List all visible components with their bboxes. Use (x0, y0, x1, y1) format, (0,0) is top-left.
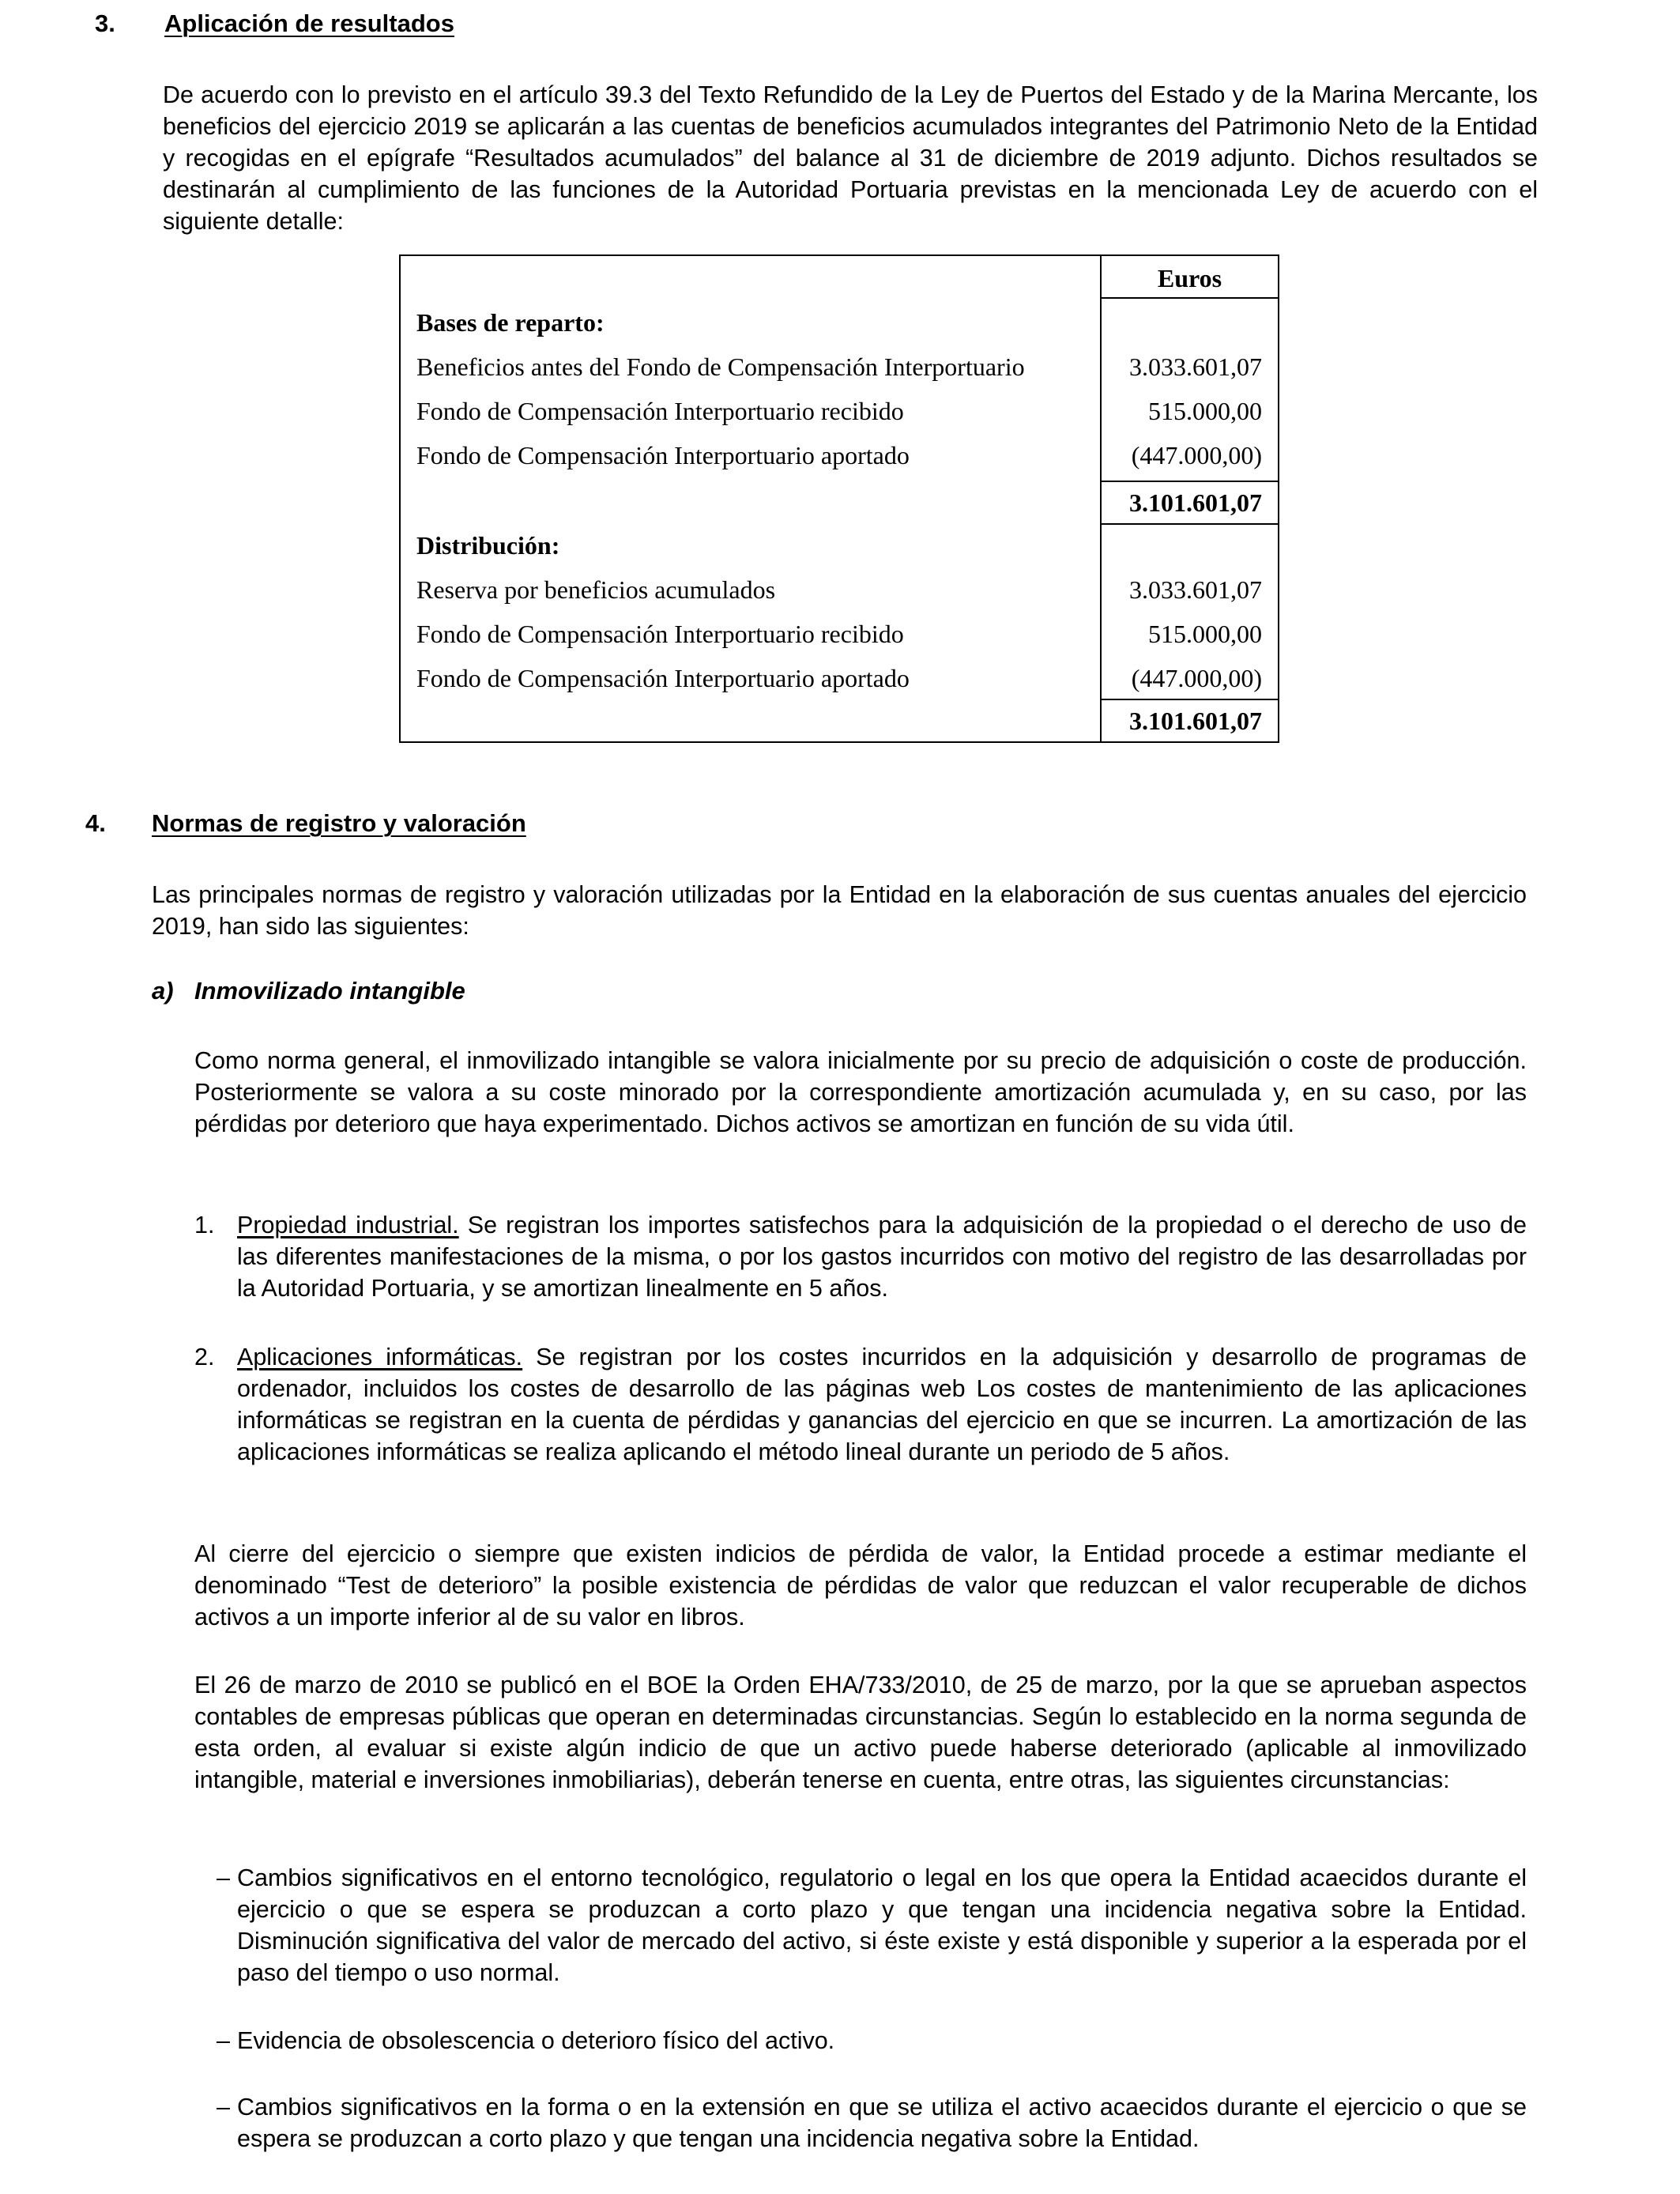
distribucion-heading: Distribución: (416, 531, 560, 560)
subsection-a-heading (152, 977, 465, 1005)
table-row-value: 3.033.601,07 (1129, 352, 1262, 381)
bullet-marker: – (217, 2027, 230, 2054)
table-row-label: Fondo de Compensación Interportuario aportado (416, 441, 910, 469)
subsection-a-paragraph-3: El 26 de marzo de 2010 se publicó en el BOE la Orden EHA/733/2010, de 25 de marzo, por la que se aprueban aspectos contables de empresas públicas que operan en determinadas circunstancias. Según lo establecido en la norma segunda de esta orden, al evaluar si existe algún indicio de que un activo puede haberse deteriorado (aplicable al inmovilizado intangible, material e inversiones inmobiliarias), deberán tenerse en cuenta, entre otras, las siguientes circunstancias: (194, 1672, 1527, 1793)
section-4-number: 4. (85, 809, 106, 837)
table-row-label: Beneficios antes del Fondo de Compensación Interportuario (416, 352, 1025, 381)
section-3-heading (95, 9, 454, 38)
table-header-rule (1100, 297, 1278, 299)
bullet-marker: – (217, 2094, 230, 2120)
table-row-value: 515.000,00 (1148, 620, 1262, 648)
table-total-rule-top (1100, 699, 1278, 700)
list-item-text: Se registran por los costes incurridos en la adquisición y desarrollo de programas de ordenador, incluidos los costes de desarrollo de las páginas web Los costes de mantenimiento de las aplicaciones informáticas se registran en la cuenta de pérdidas y ganancias del ejercicio en que se incurren. La amortización de las aplicaciones informáticas se realiza aplicando el método lineal durante un periodo de 5 años. (237, 1344, 1527, 1465)
table-column-divider (1100, 256, 1102, 741)
table-row-value: (447.000,00) (1131, 441, 1262, 469)
table-row-label: Fondo de Compensación Interportuario recibido (416, 397, 904, 425)
subsection-a-title: Inmovilizado intangible (194, 977, 465, 1005)
list-item-number: 2. (194, 1344, 215, 1370)
section-3-paragraph: De acuerdo con lo previsto en el artículo 39.3 del Texto Refundido de la Ley de Puertos del Estado y de la Marina Mercante, los beneficios del ejercicio 2019 se aplicarán a las cuentas de beneficios acumulados integrantes del Patrimonio Neto de la Entidad y recogidas en el epígrafe “Resultados acumulados” del balance al 31 de diciembre de 2019 adjunto. Dichos resultados se destinarán al cumplimiento de las funciones de la Autoridad Portuaria previstas en la mencionada Ley de acuerdo con el siguiente detalle: (163, 81, 1538, 235)
bullet-item: Cambios significativos en la forma o en la extensión en que se utiliza el activo acaecidos durante el ejercicio o que se espera se produzcan a corto plazo y que tengan una incidencia negativa sobre la Entidad. (237, 2094, 1527, 2152)
table-row-value: 3.033.601,07 (1129, 575, 1262, 604)
bases-total: 3.101.601,07 (1129, 488, 1262, 517)
bases-heading: Bases de reparto: (416, 308, 605, 337)
list-item (237, 1209, 1527, 1304)
section-4-intro: Las principales normas de registro y valoración utilizadas por la Entidad en la elaboración de sus cuentas anuales del ejercicio 2019, han sido las siguientes: (152, 881, 1527, 940)
subsection-a-paragraph-2: Al cierre del ejercicio o siempre que existen indicios de pérdida de valor, la Entidad procede a estimar mediante el denominado “Test de deterioro” la posible existencia de pérdidas de valor que reduzcan el valor recuperable de dichos activos a un importe inferior al de su valor en libros. (194, 1540, 1527, 1630)
bullet-marker: – (217, 1864, 230, 1891)
table-row-label: Reserva por beneficios acumulados (416, 575, 776, 604)
table-row-value: (447.000,00) (1131, 664, 1262, 692)
table-column-header: Euros (1157, 264, 1222, 292)
subsection-a-label: a) (152, 977, 174, 1005)
subsection-a-paragraph-1: Como norma general, el inmovilizado intangible se valora inicialmente por su precio de adquisición o coste de producción. Posteriormente se valora a su coste minorado por la correspondiente amortización acumulada y, en su caso, por las pérdidas por deterioro que haya experimentado. Dichos activos se amortizan en función de su vida útil. (194, 1047, 1527, 1137)
section-4-heading (85, 809, 526, 838)
list-item (237, 1341, 1527, 1468)
distribucion-total: 3.101.601,07 (1129, 707, 1262, 735)
section-3-number: 3. (95, 9, 115, 37)
bullet-item: Cambios significativos en el entorno tecnológico, regulatorio o legal en los que opera la Entidad acaecidos durante el ejercicio o que se espera se produzcan a corto plazo y que tengan una incidencia negativa sobre la Entidad. Disminución significativa del valor de mercado del activo, si éste existe y está disponible y superior a la esperada por el paso del tiempo o uso normal. (237, 1864, 1527, 1986)
bullet-item: Evidencia de obsolescencia o deterioro físico del activo. (237, 2027, 835, 2054)
list-item-text: Se registran los importes satisfechos para la adquisición de la propiedad o el derecho de uso de las diferentes manifestaciones de la misma, o por los gastos incurridos con motivo del registro de las desarrolladas por la Autoridad Portuaria, y se amortizan linealmente en 5 años. (237, 1212, 1527, 1302)
table-row-value: 515.000,00 (1148, 397, 1262, 425)
table-row-label: Fondo de Compensación Interportuario recibido (416, 620, 904, 648)
section-3-title: Aplicación de resultados (164, 9, 454, 37)
table-row-label: Fondo de Compensación Interportuario aportado (416, 664, 910, 692)
table-subtotal-rule-top (1100, 481, 1278, 482)
list-item-number: 1. (194, 1212, 215, 1238)
list-item-term: Aplicaciones informáticas. (237, 1344, 523, 1370)
table-subtotal-rule-bottom (1100, 523, 1278, 525)
section-4-title: Normas de registro y valoración (152, 809, 526, 837)
list-item-term: Propiedad industrial. (237, 1212, 459, 1238)
results-table (399, 254, 1279, 743)
